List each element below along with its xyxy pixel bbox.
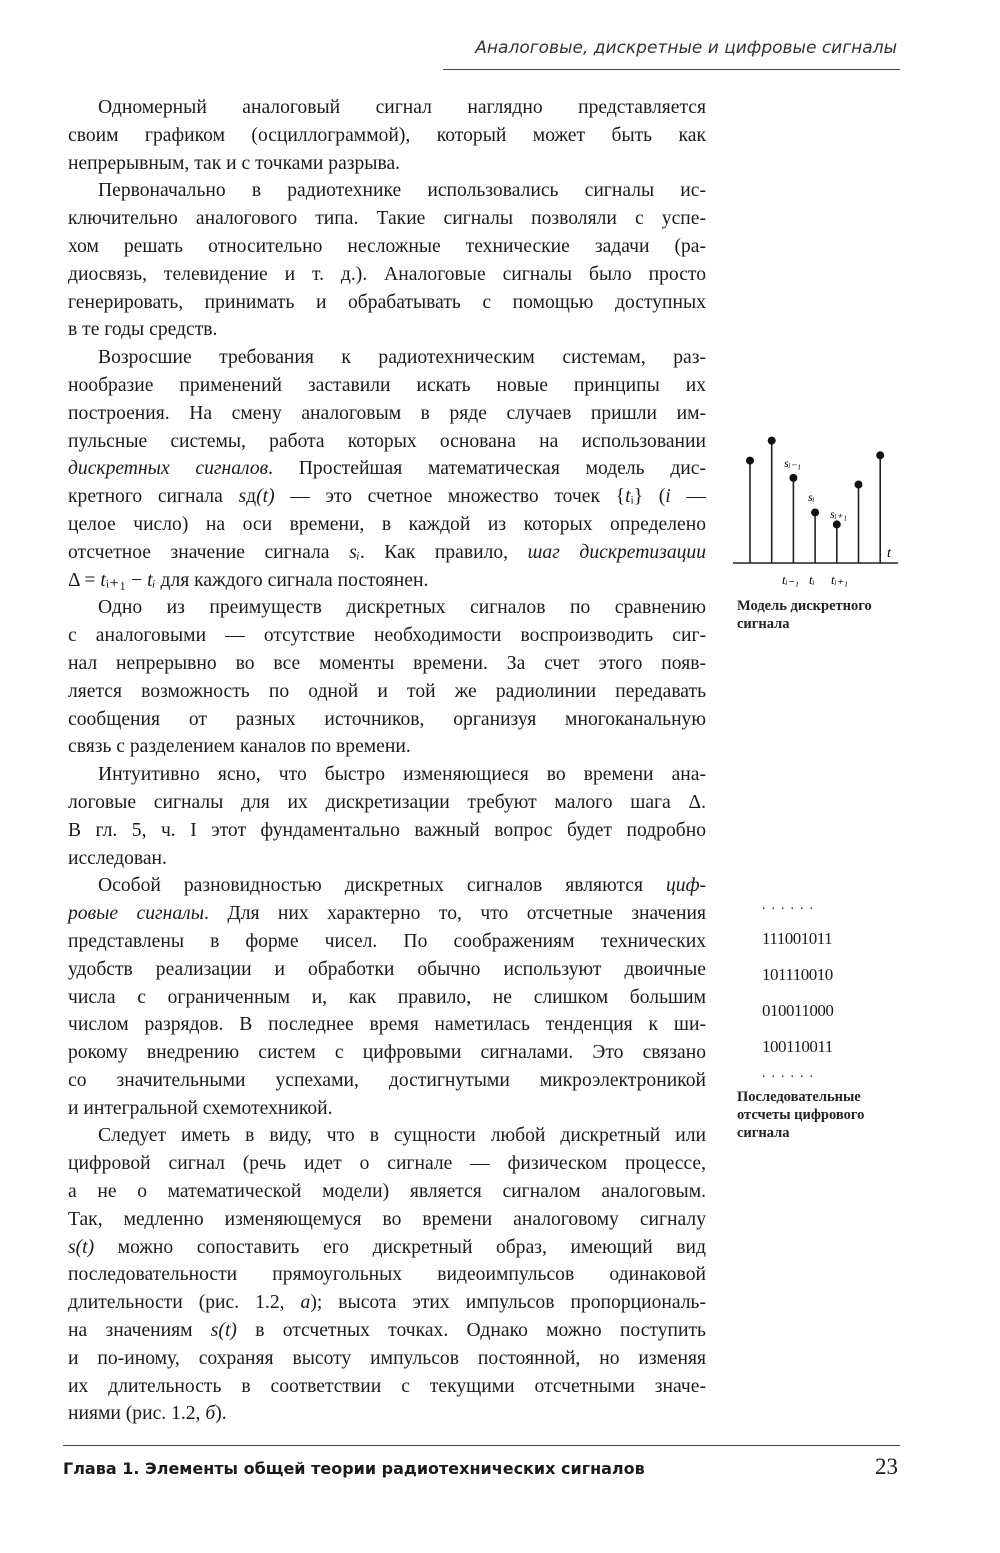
text-fragment: — bbox=[670, 486, 706, 508]
text-line: числа с ограниченным и, как правило, не слишком большим bbox=[68, 986, 706, 1008]
text-line bbox=[68, 1234, 706, 1262]
text-line: ключительно аналогового типа. Такие сигналы позволяли с успе- bbox=[68, 208, 706, 230]
label-t-next: tᵢ₊₁ bbox=[831, 572, 849, 587]
digital-dots-bottom: ...... bbox=[762, 1066, 819, 1081]
italic-fragment: циф- bbox=[665, 875, 706, 897]
text-line: и интегральной схемотехникой. bbox=[68, 1097, 333, 1119]
italic-fragment: sᵢ bbox=[349, 541, 360, 563]
text-fragment: на значениям bbox=[68, 1320, 211, 1342]
digital-code-3: 010011000 bbox=[762, 1001, 834, 1020]
italic-fragment: дискретных сигналов bbox=[68, 458, 269, 480]
page-number: 23 bbox=[875, 1454, 898, 1479]
italic-fragment: t bbox=[625, 486, 631, 508]
text-fragment: д bbox=[246, 486, 257, 508]
sample-point bbox=[876, 451, 884, 459]
text-fragment: ᵢ₊₁ − bbox=[105, 569, 148, 591]
text-line: Возросшие требования к радиотехническим системам, раз- bbox=[98, 347, 706, 369]
text-line: Следует иметь в виду, что в сущности любой дискретный или bbox=[98, 1125, 706, 1147]
text-line: непрерывным, так и с точками разрыва. bbox=[68, 152, 401, 174]
text-fragment: Δ = bbox=[68, 569, 101, 591]
text-line: а не о математической модели) является сигналом аналоговым. bbox=[68, 1181, 706, 1203]
text-fragment: можно сопоставить его дискретный образ, имеющий вид bbox=[94, 1236, 706, 1258]
text-line: своим графиком (осциллограммой), который может быть как bbox=[68, 124, 706, 146]
text-line: связь с разделением каналов по времени. bbox=[68, 736, 411, 758]
text-line: Первоначально в радиотехнике использовались сигналы ис- bbox=[98, 180, 706, 202]
text-fragment: . Для них характерно то, что отсчетные значения bbox=[203, 903, 706, 925]
digital-dots-top: ...... bbox=[762, 898, 819, 913]
label-s-i: sᵢ bbox=[808, 490, 815, 504]
text-fragment: Особой разновидностью дискретных сигналов являются bbox=[98, 875, 666, 897]
text-fragment: в отсчетных точках. Однако можно поступить bbox=[236, 1320, 706, 1342]
discrete-figure-caption: Модель дискретного сигнала bbox=[737, 598, 872, 632]
label-t-i: tᵢ bbox=[809, 572, 815, 587]
italic-fragment: а bbox=[300, 1292, 311, 1314]
italic-fragment: s(t) bbox=[68, 1236, 95, 1258]
italic-fragment: s bbox=[238, 486, 247, 508]
text-fragment: . Простейшая математическая модель дис- bbox=[268, 458, 706, 480]
italic-fragment: шаг дискретизации bbox=[527, 541, 707, 563]
text-line: нал непрерывно во все моменты времени. За счет этого появ- bbox=[68, 652, 706, 674]
text-fragment: ). bbox=[215, 1403, 227, 1425]
chapter-footer: Глава 1. Элементы общей теории радиотехнических сигналов bbox=[63, 1459, 645, 1478]
sample-point bbox=[746, 457, 754, 465]
text-line: логовые сигналы для их дискретизации требуют малого шага Δ. bbox=[68, 791, 706, 813]
text-line: последовательности прямоугольных видеоимпульсов одинаковой bbox=[68, 1264, 706, 1286]
text-line: целое число) на оси времени, в каждой из которых определено bbox=[68, 513, 706, 535]
text-line bbox=[68, 900, 706, 928]
digital-figure-caption: Последовательные отсчеты цифрового сигнала bbox=[737, 1089, 865, 1141]
text-line: в те годы средств. bbox=[68, 319, 218, 341]
text-line: исследован. bbox=[68, 847, 167, 869]
text-line: цифровой сигнал (речь идет о сигнале — физическом процессе, bbox=[68, 1153, 706, 1175]
text-line: удобств реализации и обработки обычно используют двоичные bbox=[68, 958, 706, 980]
text-line: Одно из преимуществ дискретных сигналов по сравнению bbox=[98, 597, 706, 619]
sample-stems bbox=[746, 437, 884, 563]
text-line: хом решать относительно несложные технические задачи (ра- bbox=[68, 235, 706, 257]
label-t-prev: tᵢ₋₁ bbox=[782, 572, 800, 587]
label-s-prev: sᵢ₋₁ bbox=[784, 456, 802, 470]
digital-code-4: 100110011 bbox=[762, 1037, 833, 1056]
text-line: ляется возможность по одной и той же радиолинии передавать bbox=[68, 680, 706, 702]
text-fragment: ); высота этих импульсов пропорциональ- bbox=[310, 1292, 706, 1314]
footer-rule bbox=[63, 1445, 900, 1446]
text-fragment: ниями (рис. 1.2, bbox=[68, 1403, 206, 1425]
label-t-axis: t bbox=[887, 546, 891, 561]
text-fragment: . Как правило, bbox=[359, 541, 528, 563]
text-line: представлены в форме чисел. По соображениям технических bbox=[68, 930, 706, 952]
text-line: с аналоговыми — отсутствие необходимости воспроизводить сиг- bbox=[68, 625, 706, 647]
text-fragment: кретного сигнала bbox=[68, 486, 239, 508]
running-header: Аналоговые, дискретные и цифровые сигналы bbox=[475, 38, 897, 58]
text-line: рокому внедрению систем с цифровыми сигналами. Это связано bbox=[68, 1042, 706, 1064]
text-line: Интуитивно ясно, что быстро изменяющиеся во времени ана- bbox=[98, 764, 706, 786]
text-fragment: ᵢ} ( bbox=[630, 486, 666, 508]
text-line: Одномерный аналоговый сигнал наглядно представляется bbox=[98, 97, 706, 118]
text-fragment: для каждого сигнала постоянен. bbox=[155, 569, 429, 591]
italic-fragment: б bbox=[205, 1403, 216, 1425]
text-line: построения. На смену аналоговым в ряде случаев пришли им- bbox=[68, 402, 706, 424]
italic-fragment: s(t) bbox=[210, 1320, 237, 1342]
sample-point bbox=[789, 474, 797, 482]
label-s-next: sᵢ₊₁ bbox=[830, 507, 848, 521]
text-line bbox=[68, 1289, 706, 1317]
text-fragment: — это счетное множество точек { bbox=[274, 486, 626, 508]
sample-point bbox=[768, 437, 776, 445]
text-fragment: длительности (рис. 1.2, bbox=[68, 1292, 301, 1314]
italic-fragment: i bbox=[665, 486, 671, 508]
text-line: их длительность в соответствии с текущими отсчетными значе- bbox=[68, 1375, 706, 1397]
text-line: В гл. 5, ч. I этот фундаментально важный вопрос будет подробно bbox=[68, 819, 706, 841]
digital-code-1: 111001011 bbox=[762, 929, 833, 948]
text-line: Так, медленно изменяющемуся во времени аналоговому сигналу bbox=[68, 1208, 706, 1230]
text-line bbox=[68, 1400, 706, 1428]
text-line: пульсные системы, работа которых основана на использовании bbox=[68, 430, 706, 452]
text-line: генерировать, принимать и обрабатывать с помощью доступных bbox=[68, 291, 706, 313]
text-line bbox=[68, 1317, 706, 1345]
text-line: числом разрядов. В последнее время наметилась тенденция к ши- bbox=[68, 1014, 706, 1036]
text-line: сообщения от разных источников, организуя многоканальную bbox=[68, 708, 706, 730]
text-line: со значительными успехами, достигнутыми микроэлектроникой bbox=[68, 1069, 706, 1091]
sample-point bbox=[811, 508, 819, 516]
italic-fragment: ровые сигналы bbox=[68, 903, 204, 925]
italic-fragment: tᵢ bbox=[147, 569, 156, 591]
italic-fragment: (t) bbox=[256, 486, 275, 508]
italic-fragment: t bbox=[100, 569, 106, 591]
text-fragment: отсчетное значение сигнала bbox=[68, 541, 350, 563]
text-line: нообразие применений заставили искать новые принципы их bbox=[68, 374, 706, 396]
sample-point bbox=[855, 481, 863, 489]
text-line bbox=[68, 872, 706, 900]
text-line: и по-иному, сохраняя высоту импульсов постоянной, но изменяя bbox=[68, 1347, 706, 1369]
text-line: диосвязь, телевидение и т. д.). Аналоговые сигналы было просто bbox=[68, 263, 706, 285]
digital-code-2: 101110010 bbox=[762, 965, 833, 984]
discrete-signal-figure bbox=[0, 0, 1000, 600]
sample-point bbox=[833, 520, 841, 528]
